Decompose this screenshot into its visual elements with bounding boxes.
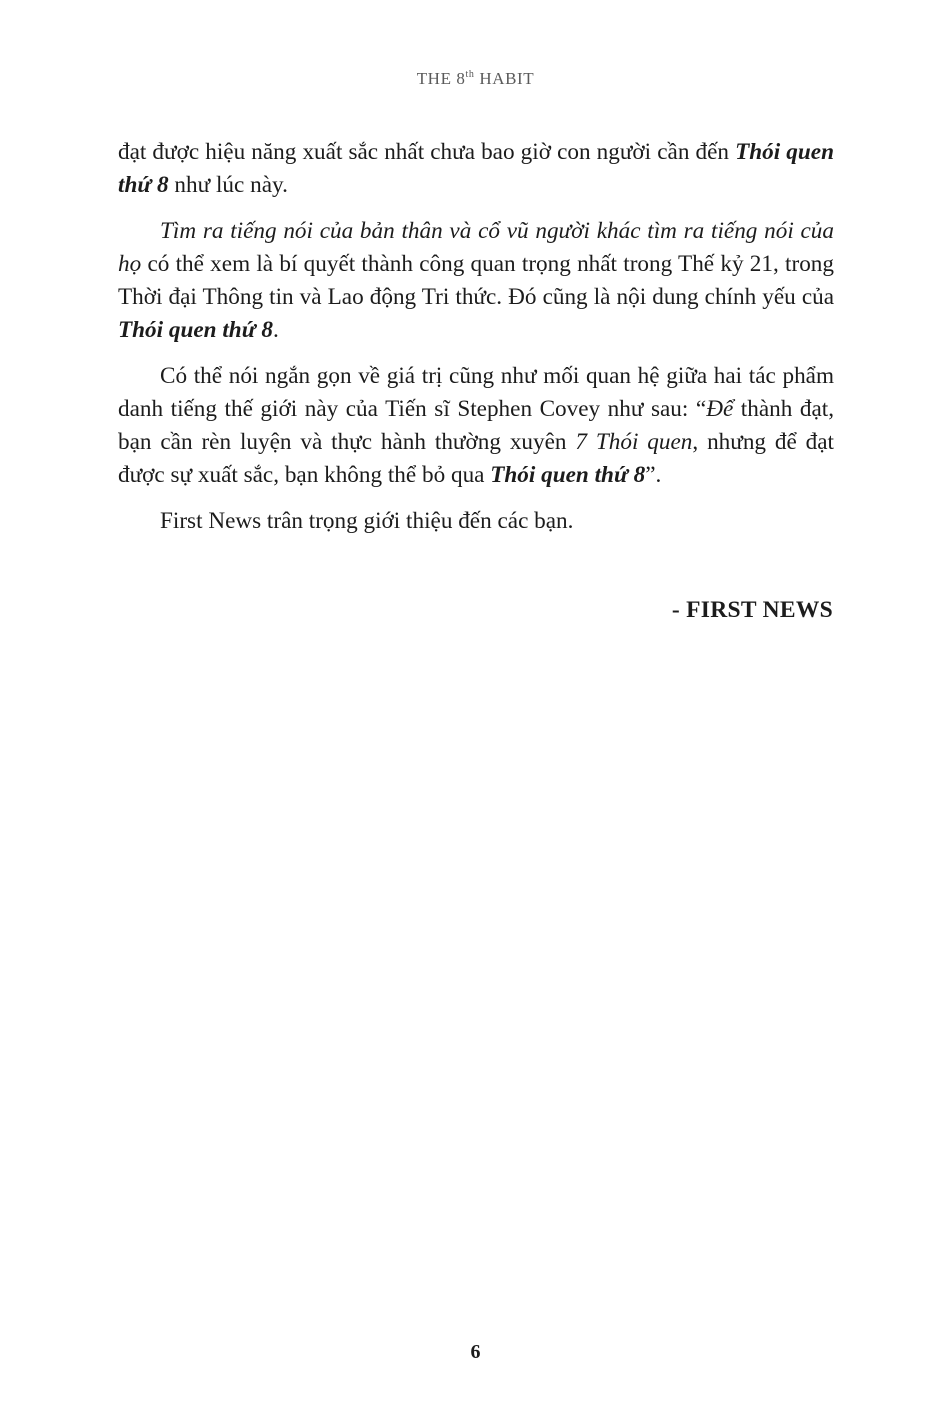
- paragraph-3: [118, 360, 834, 492]
- paragraph-2-italic: Tìm ra tiếng nói của bản thân và cổ vũ người khác tìm ra tiếng nói của họ: [118, 218, 834, 277]
- paragraph-2-text-end: .: [273, 317, 279, 343]
- running-header: [0, 69, 951, 89]
- paragraph-4-text: First News trân trọng giới thiệu đến các bạn.: [160, 508, 574, 534]
- seven-habits-italic: 7 Thói quen: [575, 429, 693, 455]
- paragraph-1: [118, 136, 834, 202]
- paragraph-4: [118, 505, 834, 538]
- body-text: [118, 136, 834, 551]
- book-title-emphasis: Thói quen thứ 8: [118, 317, 273, 343]
- header-title-suffix: HABIT: [474, 69, 535, 88]
- paragraph-1-text: đạt được hiệu năng xuất sắc nhất chưa bao giờ con người cần đến: [118, 139, 736, 165]
- paragraph-3-text: Có thể nói ngắn gọn về giá trị cũng như mối quan hệ giữa hai tác phẩm danh tiếng thế giới này của Tiến sĩ Stephen Covey như sau: “: [118, 363, 834, 422]
- book-title-emphasis: Thói quen thứ 8: [490, 462, 646, 488]
- paragraph-2-text: có thể xem là bí quyết thành công quan trọng nhất trong Thế kỷ 21, trong Thời đại Thông tin và Lao động Tri thức. Đó cũng là nội dung chính yếu của: [118, 251, 834, 310]
- header-title-superscript: th: [465, 69, 475, 80]
- paragraph-3-text-mid2: , nhưng để đạt được sự xuất sắc, bạn không thể bỏ qua: [118, 429, 835, 488]
- paragraph-1-text-end: như lúc này.: [168, 172, 288, 198]
- book-title-emphasis: Thói quen thứ 8: [118, 139, 834, 198]
- signature: - FIRST NEWS: [671, 597, 833, 623]
- paragraph-3-text-mid: thành đạt, bạn cần rèn luyện và thực hành thường xuyên: [118, 396, 835, 455]
- paragraph-3-text-end: ”.: [645, 462, 662, 488]
- paragraph-2: [118, 215, 834, 347]
- page-number: 6: [470, 1341, 481, 1363]
- header-title-prefix: THE 8: [416, 69, 466, 88]
- paragraph-3-italic: Để: [706, 396, 734, 422]
